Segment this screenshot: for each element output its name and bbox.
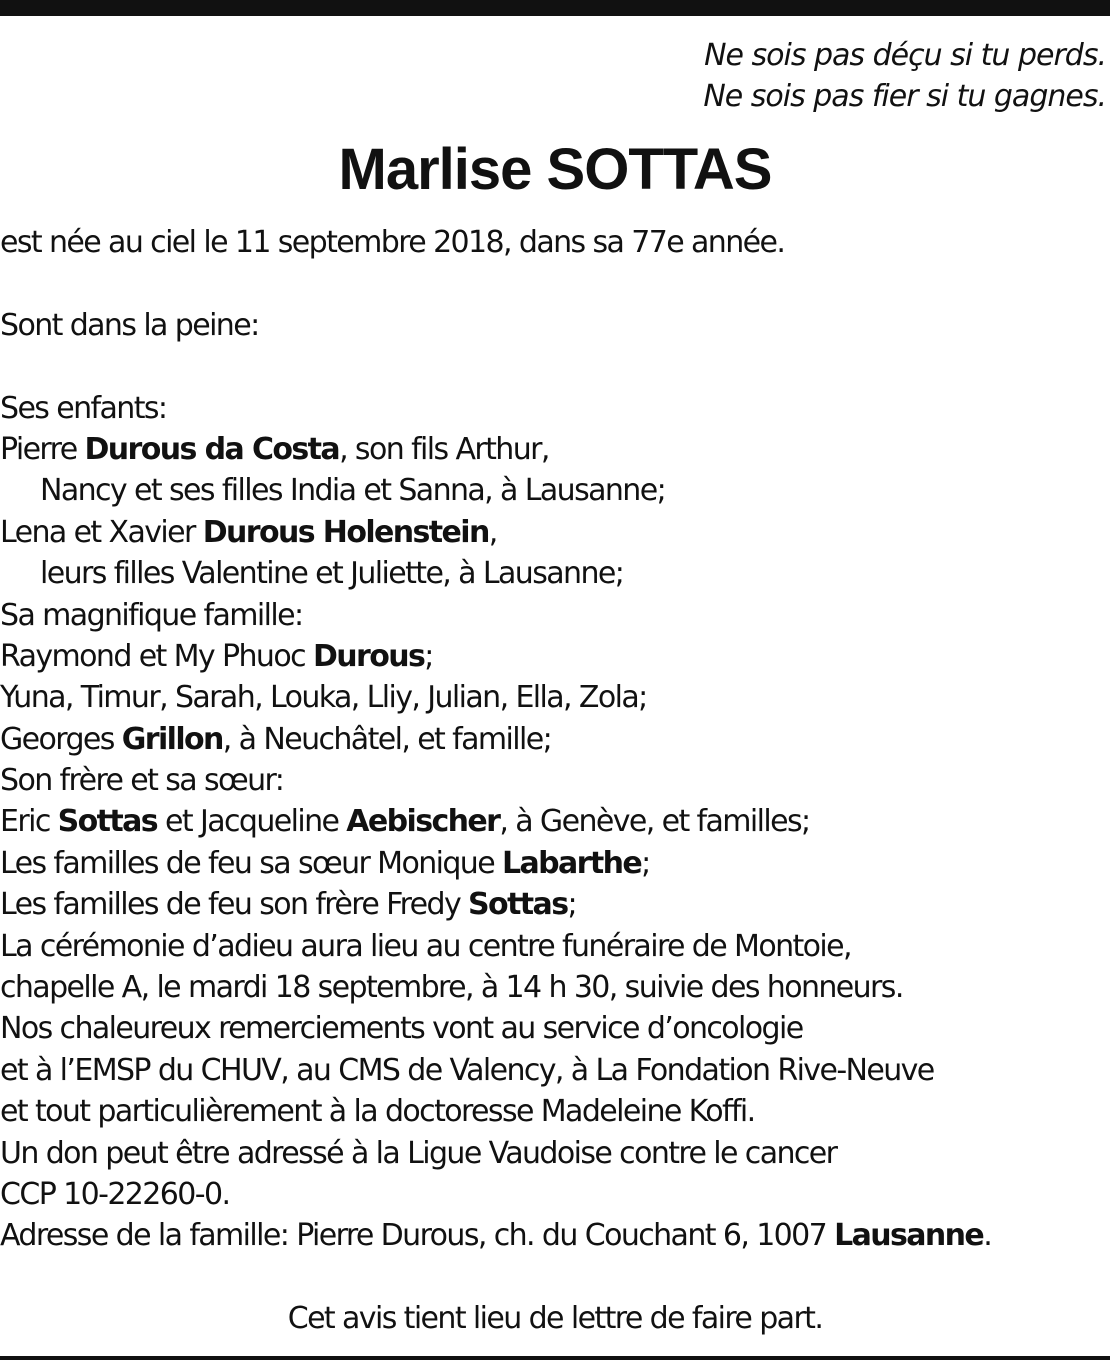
surname: Durous — [312, 638, 425, 674]
family-line — [0, 884, 1110, 925]
text-segment: , — [488, 514, 497, 550]
thanks-line: et tout particulièrement à la doctoresse Madeleine Koffi. — [0, 1094, 755, 1130]
text-segment: , à Genève, et familles; — [499, 804, 810, 840]
children-heading: Ses enfants: — [0, 390, 167, 426]
surname: Sottas — [57, 804, 158, 840]
text-segment: ; — [424, 638, 433, 674]
family-line: Yuna, Timur, Sarah, Louka, Lliy, Julian, Ella, Zola; — [0, 680, 647, 716]
text-segment: Pierre — [0, 431, 85, 467]
text-segment: ; — [641, 845, 650, 881]
text-segment: Lena et Xavier — [0, 514, 203, 550]
text-segment: Eric — [0, 804, 58, 840]
epigraph-line-1: Ne sois pas déçu si tu perds. — [704, 38, 1106, 73]
text-segment: , à Neuchâtel, et famille; — [222, 721, 552, 757]
surname: Grillon — [121, 721, 223, 757]
family-line: Nancy et ses filles India et Sanna, à Lausanne; — [40, 473, 666, 509]
top-rule — [0, 0, 1110, 16]
family-line — [0, 636, 1110, 677]
family-line: leurs filles Valentine et Juliette, à Lausanne; — [40, 556, 624, 592]
family-line — [0, 843, 1110, 884]
mourners-heading: Sont dans la peine: — [0, 307, 259, 343]
bottom-rule — [0, 1356, 1110, 1360]
ceremony-line: chapelle A, le mardi 18 septembre, à 14 h 30, suivie des honneurs. — [0, 970, 903, 1006]
surname: Durous Holenstein — [202, 514, 489, 550]
deceased-name: Marlise SOTTAS — [338, 137, 772, 202]
notice-body — [0, 222, 1110, 1257]
text-segment: ; — [567, 887, 576, 923]
ceremony-line: La cérémonie d’adieu aura lieu au centre funéraire de Montoie, — [0, 928, 851, 964]
family-line — [0, 512, 1110, 553]
text-segment: Raymond et My Phuoc — [0, 638, 313, 674]
text-segment: Georges — [0, 721, 122, 757]
footer-note: Cet avis tient lieu de lettre de faire part. — [287, 1301, 823, 1336]
text-segment: , son fils Arthur, — [339, 431, 549, 467]
thanks-line: et à l’EMSP du CHUV, au CMS de Valency, à La Fondation Rive-Neuve — [0, 1052, 934, 1088]
thanks-line: Nos chaleureux remerciements vont au service d’oncologie — [0, 1011, 803, 1047]
family-address — [0, 1215, 1110, 1256]
surname: Sottas — [468, 887, 568, 923]
family-line — [0, 801, 1110, 842]
intro-line: est née au ciel le 11 septembre 2018, dans sa 77e année. — [0, 225, 785, 260]
text-segment: et Jacqueline — [157, 804, 347, 840]
epigraph-line-2: Ne sois pas fier si tu gagnes. — [703, 79, 1106, 114]
text-segment: Les familles de feu son frère Fredy — [0, 887, 469, 923]
donation-line: Un don peut être adressé à la Ligue Vaudoise contre le cancer — [0, 1135, 837, 1171]
text-segment: Adresse de la famille: Pierre Durous, ch. du Couchant 6, 1007 — [0, 1218, 835, 1254]
surname: Aebischer — [346, 804, 500, 840]
family-heading: Son frère et sa sœur: — [0, 763, 284, 799]
surname: Labarthe — [502, 845, 642, 881]
family-heading: Sa magnifique famille: — [0, 597, 303, 633]
donation-account: CCP 10-22260-0. — [0, 1176, 230, 1212]
text-segment: Les familles de feu sa sœur Monique — [0, 845, 502, 881]
text-segment: . — [983, 1218, 992, 1254]
family-line — [0, 719, 1110, 760]
city: Lausanne — [834, 1218, 984, 1254]
surname: Durous da Costa — [84, 431, 340, 467]
family-line — [0, 429, 1110, 470]
